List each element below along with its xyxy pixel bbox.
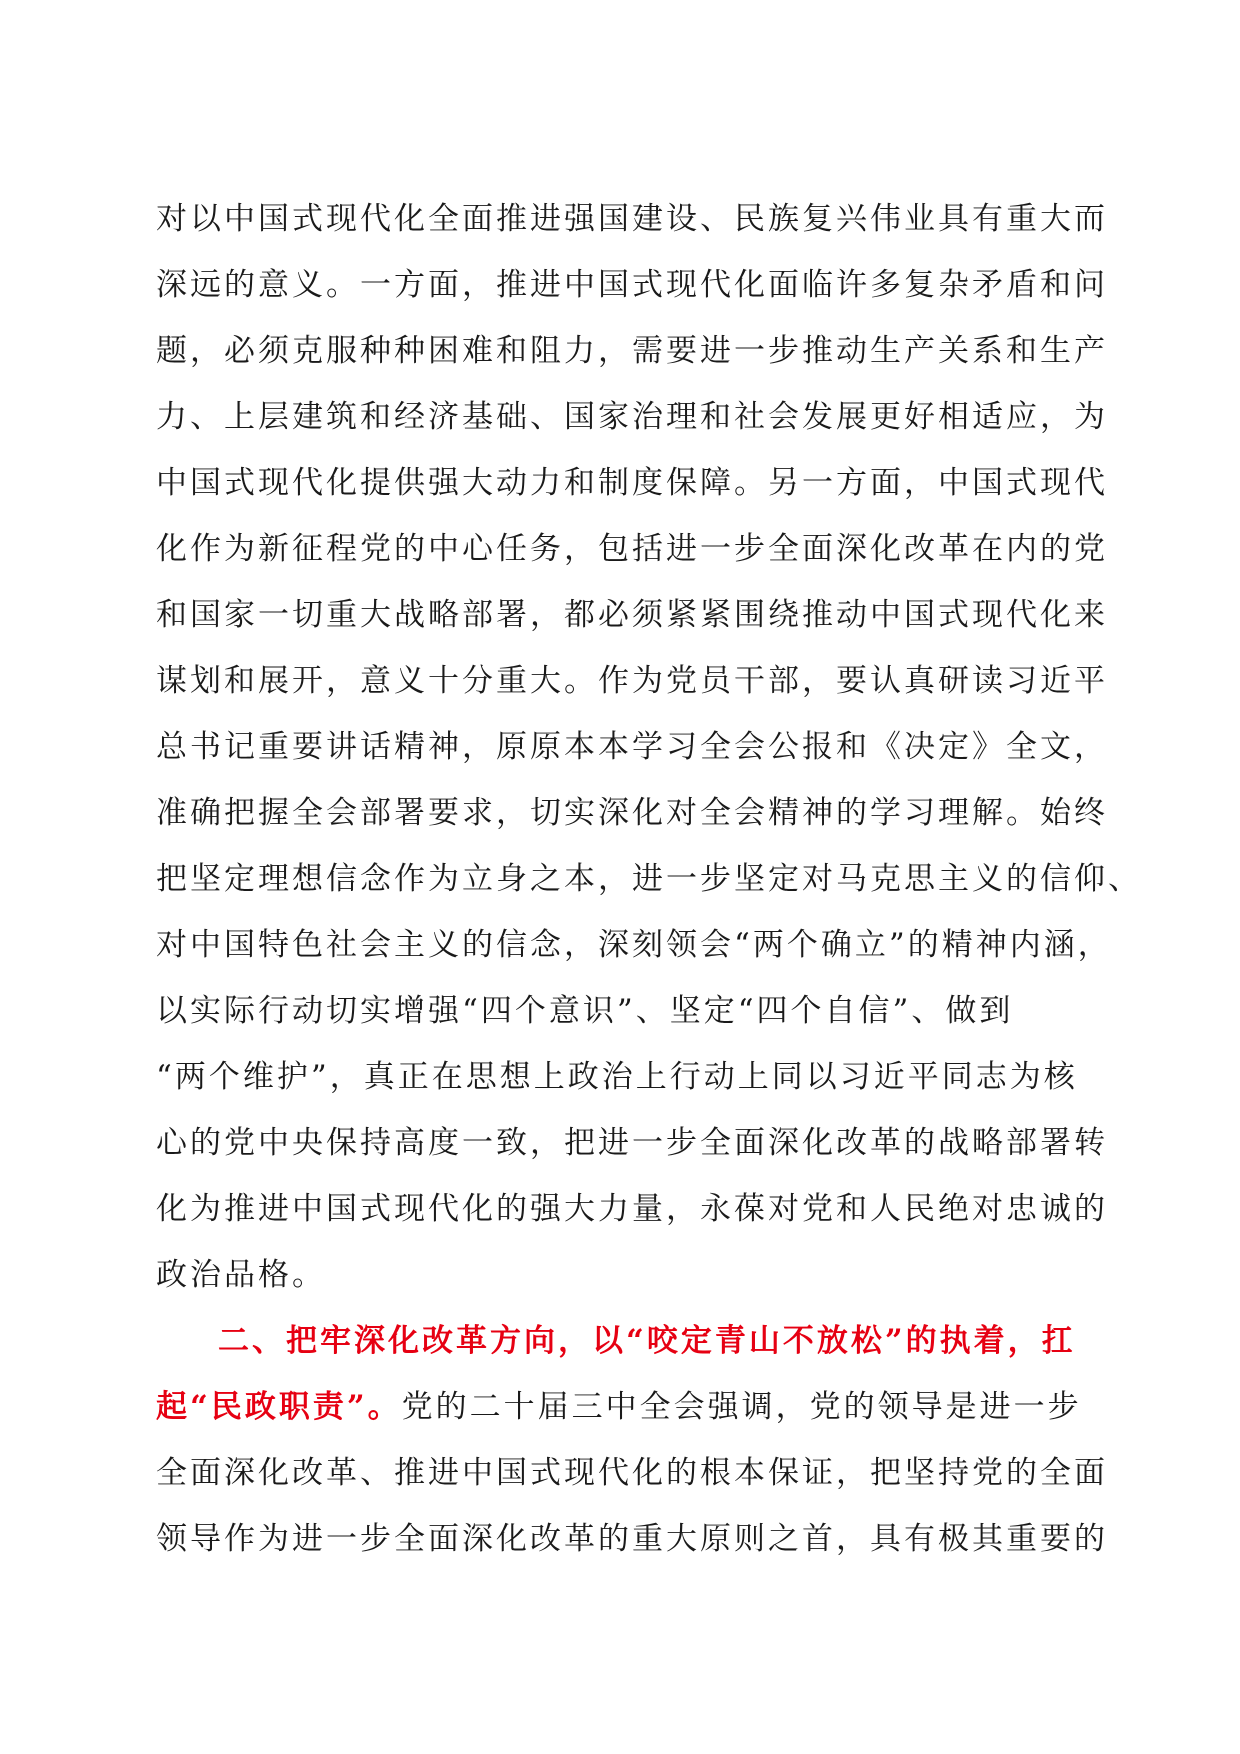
text-line: 总书记重要讲话精神，原原本本学习全会公报和《决定》全文，: [156, 729, 1108, 765]
section-heading-line: 二、把牢深化改革方向，以“咬定青山不放松”的执着，扛: [218, 1323, 1076, 1359]
text-line: 领导作为进一步全面深化改革的重大原则之首，具有极其重要的: [156, 1521, 1108, 1557]
text-line: 全面深化改革、推进中国式现代化的根本保证，把坚持党的全面: [156, 1455, 1108, 1491]
text-line: 深远的意义。一方面，推进中国式现代化面临许多复杂矛盾和问: [156, 267, 1108, 303]
text-line: 化作为新征程党的中心任务，包括进一步全面深化改革在内的党: [156, 531, 1108, 567]
document-body: [156, 186, 1142, 1572]
text-line: [156, 1374, 1082, 1440]
text-line: 准确把握全会部署要求，切实深化对全会精神的学习理解。始终: [156, 795, 1108, 831]
text-line: “两个维护”，真正在思想上政治上行动上同以习近平同志为核: [156, 1059, 1078, 1095]
text-line: 对以中国式现代化全面推进强国建设、民族复兴伟业具有重大而: [156, 201, 1108, 237]
text-line: 力、上层建筑和经济基础、国家治理和社会发展更好相适应，为: [156, 399, 1108, 435]
text-line: 以实际行动切实增强“四个意识”、坚定“四个自信”、做到: [156, 993, 1014, 1029]
text-line: 题，必须克服种种困难和阻力，需要进一步推动生产关系和生产: [156, 333, 1108, 369]
text-span: 党的二十届三中全会强调，党的领导是进一步: [401, 1389, 1082, 1425]
text-line: 化为推进中国式现代化的强大力量，永葆对党和人民绝对忠诚的: [156, 1191, 1108, 1227]
text-line: 对中国特色社会主义的信念，深刻领会“两个确立”的精神内涵，: [156, 927, 1112, 963]
text-line: 心的党中央保持高度一致，把进一步全面深化改革的战略部署转: [156, 1125, 1108, 1161]
text-line: 政治品格。: [156, 1257, 326, 1293]
paragraph-2: [156, 1308, 1108, 1572]
text-line: 和国家一切重大战略部署，都必须紧紧围绕推动中国式现代化来: [156, 597, 1108, 633]
paragraph-1: [156, 186, 1142, 1308]
section-heading-end: 起“民政职责”。: [156, 1389, 402, 1425]
text-line: 谋划和展开，意义十分重大。作为党员干部，要认真研读习近平: [156, 663, 1108, 699]
text-line: 中国式现代化提供强大动力和制度保障。另一方面，中国式现代: [156, 465, 1108, 501]
text-line: 把坚定理想信念作为立身之本，进一步坚定对马克思主义的信仰、: [156, 861, 1142, 897]
